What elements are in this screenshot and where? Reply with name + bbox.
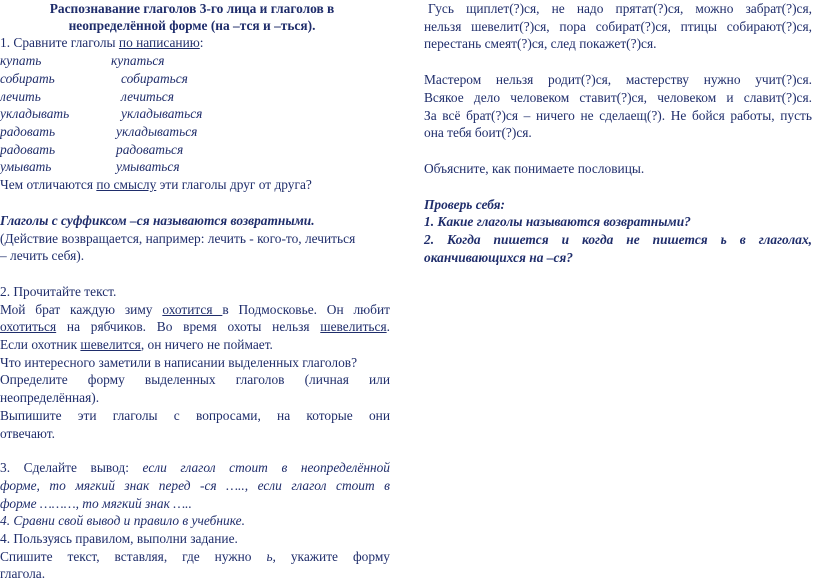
proverbs-line-4: Мастером нельзя родит(?)ся, мастерству нужно учит(?)ся. xyxy=(424,72,812,88)
verb-base: укладывать xyxy=(0,106,70,122)
task-3-line-2: форме, то мягкий знак перед -ся ….., если глагол стоит в xyxy=(0,477,390,493)
highlighted-verb: охотится xyxy=(162,301,223,317)
task-5-text: Спишите текст, вставляя, где нужно xyxy=(0,548,267,564)
verb-reflexive: собираться xyxy=(121,70,188,86)
self-check-question-2-line-2: оканчивающихся на –ся? xyxy=(424,249,573,265)
task-5-line-2 xyxy=(0,548,390,566)
task-1-underlined: по написанию xyxy=(118,35,200,51)
text-fragment: на рябчиков. Во время охоты нельзя xyxy=(56,319,321,335)
question-2-line-4: Выпишите эти глаголы с вопросами, на которые они xyxy=(0,407,390,423)
meaning-question-end: эти глаголы друг от друга? xyxy=(156,177,312,193)
verb-reflexive: укладываться xyxy=(116,123,198,139)
verb-base: радовать xyxy=(0,141,56,157)
text-fragment: в Подмосковье. Он любит xyxy=(222,301,390,317)
text-fragment: Мой брат каждую зиму xyxy=(0,301,163,317)
verb-reflexive: лечиться xyxy=(121,88,174,104)
task-2-heading: 2. Прочитайте текст. xyxy=(0,283,117,299)
proverbs-line-5: Всякое дело человеком ставит(?)ся, человеком и славит(?)ся. xyxy=(424,89,812,105)
rule-example-line-1: (Действие возвращается, например: лечить - кого-то, лечиться xyxy=(0,230,356,246)
self-check-title: Проверь себя: xyxy=(424,196,505,212)
right-column xyxy=(424,0,812,266)
soft-sign: ь, xyxy=(266,548,276,564)
text-line-2 xyxy=(0,318,390,336)
title-line-1: Распознавание глаголов 3-го лица и глаголов в xyxy=(49,1,335,16)
task-3-conclusion: если глагол стоит в неопределённой xyxy=(142,460,390,476)
task-1-text: 1. Сравните глаголы xyxy=(0,35,119,51)
task-1-colon: : xyxy=(199,35,204,51)
question-2-line-3: неопределённая). xyxy=(0,390,100,406)
text-line-1 xyxy=(0,301,390,319)
rule-example-line-2: – лечить себя). xyxy=(0,248,85,264)
title-line-2: неопределённой форме (на –тся и –ться). xyxy=(68,18,316,34)
verb-base: лечить xyxy=(0,88,41,104)
self-check-question-1: 1. Какие глаголы называются возвратными? xyxy=(424,214,691,230)
highlighted-verb: охотиться xyxy=(0,319,57,335)
self-check-question-2-line-1: 2. Когда пишется и когда не пишется ь в глаголах, xyxy=(424,232,812,248)
rule-reflexive-verbs: Глаголы с суффиксом –ся называются возвратными. xyxy=(0,212,315,228)
verb-base: умывать xyxy=(0,159,52,175)
question-2-line-5: отвечают. xyxy=(0,425,55,441)
verb-reflexive: умываться xyxy=(116,159,180,175)
worksheet-title xyxy=(0,0,390,34)
task-1-heading xyxy=(0,34,390,52)
task-3-line-1 xyxy=(0,459,390,477)
verb-reflexive: купаться xyxy=(111,53,165,69)
task-3-line-3: форме ………, то мягкий знак ….. xyxy=(0,495,192,511)
explain-proverbs: Объясните, как понимаете пословицы. xyxy=(424,160,645,176)
left-column xyxy=(0,0,390,583)
proverbs-line-3: перестань смеят(?)ся, след покажет(?)ся. xyxy=(424,36,657,52)
question-2-line-2: Определите форму выделенных глаголов (личная или xyxy=(0,372,390,388)
highlighted-verb: шевелится xyxy=(80,337,141,353)
proverbs-line-7: она тебя боит(?)ся. xyxy=(424,125,532,141)
text-line-3 xyxy=(0,336,390,354)
task-3-text: 3. Сделайте вывод: xyxy=(0,460,143,476)
meaning-question xyxy=(0,176,390,194)
text-fragment: , он ничего не поймает. xyxy=(140,337,273,353)
highlighted-verb: шевелиться xyxy=(320,319,387,335)
verb-reflexive: укладываться xyxy=(121,106,203,122)
verb-base: радовать xyxy=(0,123,56,139)
question-2-line-1: Что интересного заметили в написании выделенных глаголов? xyxy=(0,354,358,370)
verb-reflexive: радоваться xyxy=(116,141,184,157)
meaning-question-text: Чем отличаются xyxy=(0,177,97,193)
task-5-heading: 4. Пользуясь правилом, выполни задание. xyxy=(0,531,238,547)
task-4: 4. Сравни свой вывод и правило в учебнике. xyxy=(0,513,245,529)
task-5-text-end: укажите форму xyxy=(275,548,390,564)
proverbs-line-1: Гусь щиплет(?)ся, не надо прятат(?)ся, можно забрат(?)ся, xyxy=(428,1,812,16)
proverbs-line-2: нельзя шевелит(?)ся, пора собират(?)ся, птицы собирают(?)ся, xyxy=(424,18,812,34)
meaning-question-underlined: по смыслу xyxy=(96,177,157,193)
proverbs-line-6: За всё брат(?)ся – ничего не сделаещ(?). Не бойся работы, пусть xyxy=(424,107,812,123)
text-fragment: . xyxy=(386,319,390,335)
verb-base: собирать xyxy=(0,70,55,86)
task-5-line-3: глагола. xyxy=(0,566,46,582)
verb-base: купать xyxy=(0,53,42,69)
text-fragment: Если охотник xyxy=(0,337,81,353)
verb-pairs-list xyxy=(0,52,390,175)
